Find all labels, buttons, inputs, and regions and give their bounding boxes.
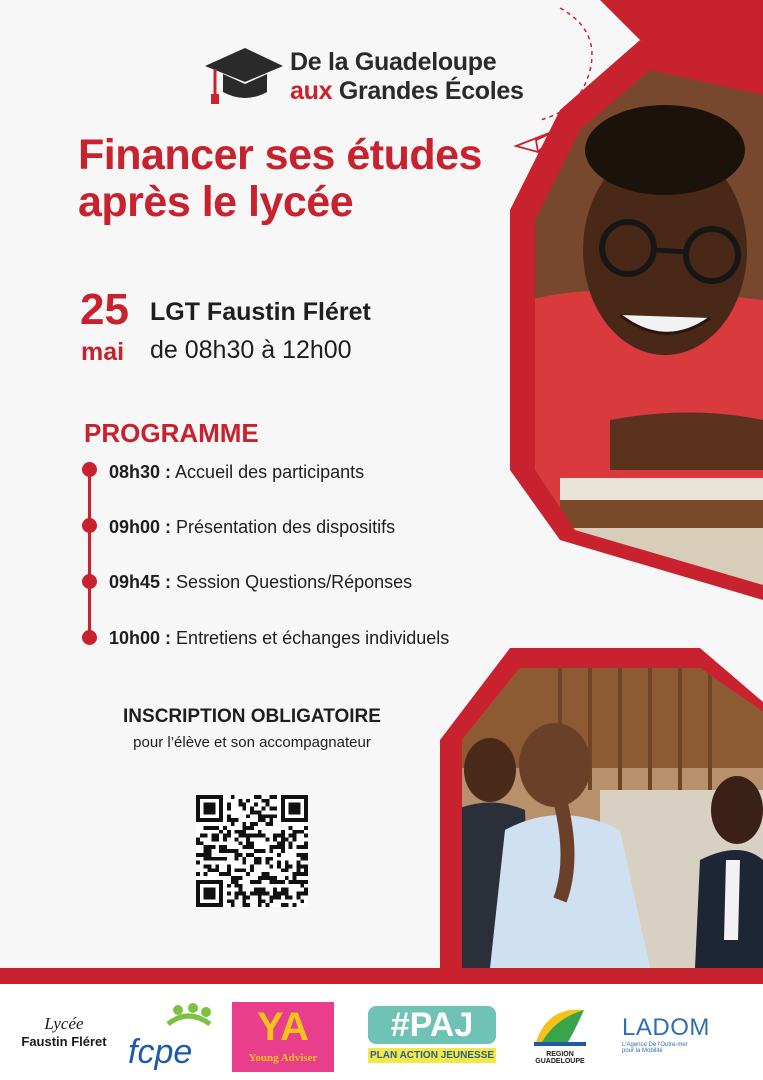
programme-heading: PROGRAMME [84,418,259,448]
region-logo [528,1002,592,1072]
brand-line-2-text: Grandes Écoles [338,77,524,105]
footer-red-bar [0,968,763,984]
timeline-dot [82,462,97,477]
programme-item [109,628,449,649]
event-venue: LGT Faustin Fléret [150,298,371,326]
programme-time: 08h30 : [109,462,172,482]
region-text-2: GUADELOUPE [535,1058,585,1065]
programme-text: Présentation des dispositifs [171,517,396,537]
young-adviser-mark: YA [257,1005,309,1049]
timeline-line [88,466,91,638]
programme-item [109,517,395,538]
brand-accent-word: aux [290,77,333,105]
programme-time: 09h00 : [109,517,172,537]
region-emblem-icon [528,1002,592,1046]
ladom-text: LADOM [622,1014,710,1041]
young-adviser-logo [232,1002,334,1072]
lycee-logo-line-1: Lycée [44,1014,84,1033]
ladom-subtitle-2: pour la Mobilité [622,1048,663,1054]
qr-code[interactable] [196,795,308,907]
lycee-logo [14,1014,114,1064]
programme-text: Session Questions/Réponses [171,572,413,592]
registration-subtitle: pour l’élève et son accompagnateur [133,734,371,751]
lycee-logo-line-2: Faustin Fléret [21,1034,107,1049]
timeline-dot [82,518,97,533]
brand-line-2 [290,77,524,106]
partner-logos [0,984,763,1080]
graduation-cap-icon [205,44,283,106]
programme-time: 09h45 : [109,572,172,592]
fcpe-figures-icon [128,1000,218,1030]
young-adviser-text: Young Adviser [248,1052,318,1064]
timeline-dot [82,574,97,589]
region-text-1: REGION [546,1051,574,1058]
title-line-2: après le lycée [78,178,354,226]
programme-text: Accueil des participants [171,462,365,482]
programme-time: 10h00 : [109,628,172,648]
registration-title: INSCRIPTION OBLIGATOIRE [123,706,381,727]
fcpe-text: fcpe [128,1033,193,1071]
paj-subtitle: PLAN ACTION JEUNESSE [369,1050,495,1061]
event-month: mai [81,338,125,366]
programme-text: Entretiens et échanges individuels [171,628,450,648]
programme-item [109,572,412,593]
paj-mark: #PAJ [368,1006,496,1044]
paj-logo [368,1006,496,1066]
title-line-1: Financer ses études [78,131,482,179]
fcpe-logo [128,1000,218,1070]
event-hours: de 08h30 à 12h00 [150,336,352,364]
brand-line-1: De la Guadeloupe [290,48,497,76]
ladom-logo [622,1014,748,1070]
timeline-dot [82,630,97,645]
ladom-subtitle-1: L'Agence De l'Outre-mer [622,1042,688,1048]
event-day: 25 [80,285,129,334]
page-title [78,132,482,226]
programme-item [109,462,364,483]
